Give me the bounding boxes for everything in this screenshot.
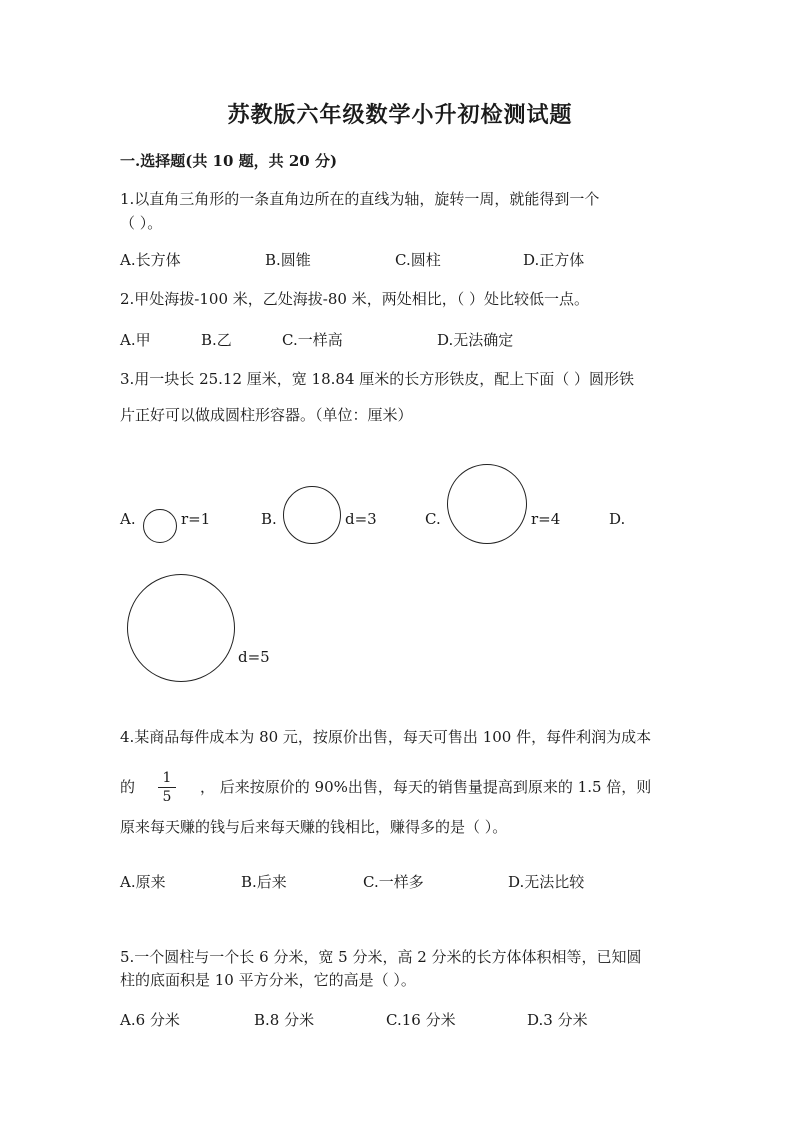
question-2-option-d[interactable]: D.无法确定 [437,331,514,349]
question-3-option-b[interactable]: B. [261,510,277,528]
question-1-option-b[interactable]: B.圆锥 [265,251,311,269]
question-4-option-a[interactable]: A.原来 [120,873,166,891]
question-4-line-2-end: ， 后来按原价的 90%出售，每天的销售量提高到原来的 1.5 倍，则 [200,778,652,796]
question-3-line-1: 3.用一块长 25.12 厘米，宽 18.84 厘米的长方形铁皮，配上下面（ ）圆形铁 [120,370,635,388]
question-1-option-c[interactable]: C.圆柱 [395,251,441,269]
circle-b-label: d=3 [345,510,377,528]
section-heading: 一.选择题(共 10 题，共 20 分) [120,152,338,170]
question-5-option-a[interactable]: A.6 分米 [120,1011,180,1029]
circle-c-shape [447,464,527,544]
circle-a-shape [143,509,177,543]
question-2-line-1: 2.甲处海拔-100 米，乙处海拔-80 米，两处相比，（ ）处比较低一点。 [120,290,589,308]
question-5-line-2: 柱的底面积是 10 平方分米，它的高是（ ）。 [120,971,416,989]
circle-d-shape [127,574,235,682]
question-1-option-d[interactable]: D.正方体 [523,251,585,269]
question-1-option-a[interactable]: A.长方体 [120,251,181,269]
question-2-option-a[interactable]: A.甲 [120,331,151,349]
question-3-option-d[interactable]: D. [609,510,626,528]
fraction-one-fifth [158,770,176,805]
question-5-option-b[interactable]: B.8 分米 [254,1011,315,1029]
fraction-denominator: 5 [162,789,172,805]
question-1-line-1: 1.以直角三角形的一条直角边所在的直线为轴，旋转一周，就能得到一个 [120,190,600,208]
question-4-option-c[interactable]: C.一样多 [363,873,424,891]
question-2-option-b[interactable]: B.乙 [201,331,232,349]
question-4-option-b[interactable]: B.后来 [241,873,287,891]
question-5-line-1: 5.一个圆柱与一个长 6 分米，宽 5 分米，高 2 分米的长方体体积相等，已知圆 [120,948,642,966]
question-4-line-1: 4.某商品每件成本为 80 元，按原价出售，每天可售出 100 件，每件利润为成本 [120,728,652,746]
question-4-option-d[interactable]: D.无法比较 [508,873,585,891]
question-3-line-2: 片正好可以做成圆柱形容器。（单位：厘米） [120,406,413,424]
circle-d-label: d=5 [238,648,270,666]
question-4-line-3: 原来每天赚的钱与后来每天赚的钱相比，赚得多的是（ ）。 [120,818,508,836]
fraction-numerator: 1 [162,770,172,786]
question-3-option-a[interactable]: A. [120,510,136,528]
fraction-bar [158,787,176,788]
page-title: 苏教版六年级数学小升初检测试题 [227,102,573,128]
question-5-option-d[interactable]: D.3 分米 [527,1011,588,1029]
question-3-option-c[interactable]: C. [425,510,441,528]
question-1-line-2: （ ）。 [120,214,163,232]
question-2-option-c[interactable]: C.一样高 [282,331,343,349]
circle-b-shape [283,486,341,544]
question-5-option-c[interactable]: C.16 分米 [386,1011,456,1029]
circle-a-label: r=1 [181,510,211,528]
circle-c-label: r=4 [531,510,561,528]
question-4-line-2-start: 的 [120,778,136,796]
